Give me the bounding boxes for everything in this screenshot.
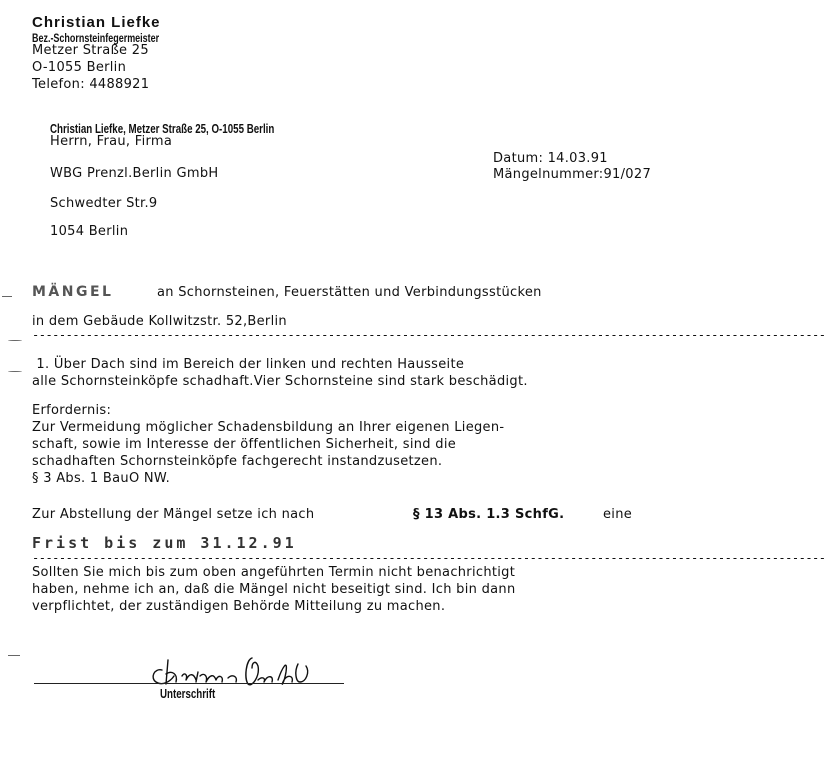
recipient-salutation: Herrn, Frau, Firma — [50, 134, 173, 149]
requirement-heading: Erfordernis: — [32, 403, 112, 418]
requirement-line-4: § 3 Abs. 1 BauO NW. — [32, 471, 171, 486]
recipient-city: 1054 Berlin — [50, 224, 129, 239]
sender-street: Metzer Straße 25 — [32, 43, 149, 58]
return-address: Christian Liefke, Metzer Straße 25, O-1055 Berlin — [50, 122, 275, 136]
signature-line — [34, 683, 344, 684]
subject-text: an Schornsteinen, Feuerstätten und Verbindungsstücken — [157, 285, 542, 300]
remedy-prefix: Zur Abstellung der Mängel setze ich nach — [32, 507, 315, 522]
sender-city: O-1055 Berlin — [32, 60, 127, 75]
subject-building: in dem Gebäude Kollwitzstr. 52,Berlin — [32, 314, 287, 329]
deadline: Frist bis zum 31.12.91 — [32, 534, 297, 552]
subject-keyword: MÄNGEL — [32, 284, 114, 300]
requirement-line-3: schadhaften Schornsteinköpfe fachgerecht instandzusetzen. — [32, 454, 443, 469]
defect-number: Mängelnummer:91/027 — [493, 167, 652, 182]
defect-line-1: 1. Über Dach sind im Bereich der linken und rechten Hausseite — [32, 357, 465, 372]
separator-line: ---------------------------------------------------------------------------------------------------------------------- — [32, 328, 826, 342]
defect-line-2: alle Schornsteinköpfe schadhaft.Vier Schornsteine sind stark beschädigt. — [32, 374, 528, 389]
sender-title: Bez.-Schornsteinfegermeister — [32, 33, 160, 45]
requirement-line-1: Zur Vermeidung möglicher Schadensbildung an Ihrer eigenen Liegen- — [32, 420, 505, 435]
margin-mark — [8, 655, 20, 656]
notice-line-1: Sollten Sie mich bis zum oben angeführten Termin nicht benachrichtigt — [32, 565, 516, 580]
recipient-company: WBG Prenzl.Berlin GmbH — [50, 166, 219, 181]
sender-name: Christian Liefke — [32, 14, 161, 31]
remedy-suffix: eine — [603, 507, 633, 522]
requirement-line-2: schaft, sowie im Interesse der öffentlichen Sicherheit, sind die — [32, 437, 457, 452]
remedy-law: § 13 Abs. 1.3 SchfG. — [413, 507, 565, 522]
margin-mark — [2, 296, 12, 297]
letter-date: Datum: 14.03.91 — [493, 151, 608, 166]
deadline-underline: ---------------------------------------------------------------------------------------------------------------------- — [32, 551, 826, 565]
notice-line-2: haben, nehme ich an, daß die Mängel nicht beseitigt sind. Ich bin dann — [32, 582, 516, 597]
recipient-street: Schwedter Str.9 — [50, 196, 158, 211]
notice-line-3: verpflichtet, der zuständigen Behörde Mitteilung zu machen. — [32, 599, 446, 614]
signature-label: Unterschrift — [160, 687, 216, 701]
margin-mark — [8, 371, 22, 372]
sender-phone: Telefon: 4488921 — [32, 77, 150, 92]
margin-mark — [8, 340, 22, 341]
